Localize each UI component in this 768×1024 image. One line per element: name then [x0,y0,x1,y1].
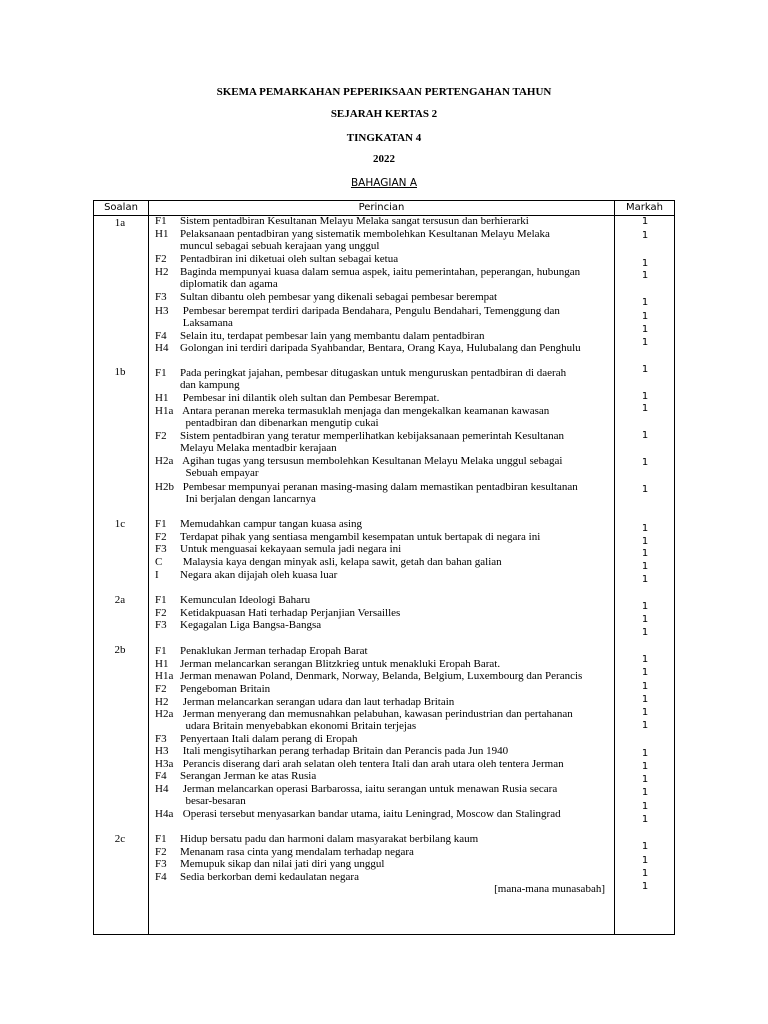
criterion-code: F3 [155,858,167,870]
mark-value: 1 [641,548,649,559]
criterion-text-line: diplomatik dan agama [180,278,278,290]
criterion-code: F1 [155,645,167,657]
criterion-text-line: Sedia berkorban demi kedaulatan negara [180,871,359,883]
criterion-text [180,594,605,606]
criterion-code: F3 [155,619,167,631]
mark-value: 1 [641,364,649,375]
criterion-text [180,291,605,303]
mark-value: 1 [641,801,649,812]
mark-value: 1 [641,774,649,785]
criterion-text-line: Malaysia kaya dengan minyak asli, kelapa sawit, getah dan bahan galian [180,556,502,568]
mark-value: 1 [641,601,649,612]
criterion-text-line: Golongan ini terdiri daripada Syahbandar, Bentara, Orang Kaya, Hulubalang dan Penghulu [180,342,581,354]
criterion-text-line: Memupuk sikap dan nilai jati diri yang unggul [180,858,385,870]
criterion-code: H1a [155,670,174,682]
criterion-text-line: Serangan Jerman ke atas Rusia [180,770,317,782]
criterion-code: F2 [155,430,167,442]
mark-value: 1 [641,297,649,308]
mark-value: 1 [641,868,649,879]
criterion-text [180,645,605,657]
criterion-text [180,481,605,505]
criterion-text-line: Jerman melancarkan operasi Barbarossa, iaitu serangan untuk menawan Rusia secara [180,783,558,795]
answer-note: [mana-mana munasabah] [494,883,605,895]
mark-value: 1 [641,748,649,759]
mark-value: 1 [641,694,649,705]
criterion-text-line: Kegagalan Liga Bangsa-Bangsa [180,619,322,631]
criterion-code: H1 [155,228,169,240]
criterion-text [180,569,605,581]
criterion-text [180,342,605,354]
criterion-text [180,758,605,770]
column-header-perincian: Perincian [358,202,405,213]
criterion-code: H4 [155,342,169,354]
criterion-text-line: Memudahkan campur tangan kuasa asing [180,518,363,530]
criterion-text [180,670,605,682]
criterion-text [180,783,605,807]
criterion-text-line: Operasi tersebut menyasarkan bandar utama, iaitu Leningrad, Moscow dan Stalingrad [180,808,561,820]
criterion-text [180,871,605,883]
mark-value: 1 [641,681,649,692]
mark-value: 1 [641,841,649,852]
mark-value: 1 [641,561,649,572]
question-id: 2c [114,833,126,845]
criterion-text-line: Laksamana [180,317,233,329]
criterion-code: F1 [155,594,167,606]
mark-value: 1 [641,627,649,638]
criterion-code: H2b [155,481,174,493]
criterion-code: F3 [155,291,167,303]
criterion-text-line: Sistem pentadbiran yang teratur memperlihatkan kebijaksanaan pemerintah Kesultanan [180,430,564,442]
criterion-text-line: Ini berjalan dengan lancarnya [180,493,316,505]
mark-value: 1 [641,536,649,547]
criterion-text-line: Perancis diserang dari arah selatan oleh tentera Itali dan arah utara oleh tentera Jerman [180,758,564,770]
title-line-3: TINGKATAN 4 [346,132,422,144]
criterion-text [180,430,605,454]
question-id: 2b [114,644,126,656]
criterion-text [180,745,605,757]
mark-value: 1 [641,403,649,414]
criterion-code: F2 [155,683,167,695]
mark-value: 1 [641,654,649,665]
criterion-text-line: Pelaksanaan pentadbiran yang sistematik membolehkan Kesultanan Melayu Melaka [180,228,550,240]
criterion-text-line: Menanam rasa cinta yang mendalam terhadap negara [180,846,414,858]
criterion-text [180,305,605,329]
section-title: BAHAGIAN A [350,177,418,189]
column-header-soalan: Soalan [104,202,138,213]
mark-value: 1 [641,337,649,348]
column-divider [614,201,615,934]
mark-value: 1 [641,707,649,718]
criterion-text-line: Itali mengisytiharkan perang terhadap Britain dan Perancis pada Jun 1940 [180,745,509,757]
mark-value: 1 [641,614,649,625]
criterion-text [180,253,605,265]
criterion-text-line: Kemunculan Ideologi Baharu [180,594,311,606]
criterion-text [180,658,605,670]
criterion-code: H1 [155,392,169,404]
mark-value: 1 [641,216,649,227]
criterion-code: H3 [155,305,169,317]
criterion-code: H2 [155,696,169,708]
title-line-4: 2022 [373,153,395,165]
title-line-2: SEJARAH KERTAS 2 [330,108,438,120]
criterion-text [180,330,605,342]
criterion-text [180,455,605,479]
column-divider [148,201,149,934]
criterion-code: F2 [155,607,167,619]
criterion-text-line: Agihan tugas yang tersusun membolehkan Kesultanan Melayu Melaka unggul sebagai [180,455,563,467]
criterion-code: F4 [155,770,167,782]
criterion-text-line: Penyertaan Itali dalam perang di Eropah [180,733,358,745]
criterion-text-line: Hidup bersatu padu dan harmoni dalam masyarakat berbilang kaum [180,833,479,845]
criterion-code: H2a [155,455,174,467]
mark-value: 1 [641,574,649,585]
criterion-code: F3 [155,733,167,745]
criterion-code: F1 [155,367,167,379]
criterion-text-line: Melayu Melaka mentadbir kerajaan [180,442,337,454]
mark-value: 1 [641,814,649,825]
criterion-code: I [155,569,159,581]
title-line-1: SKEMA PEMARKAHAN PEPERIKSAAN PERTENGAHAN TAHUN [216,86,552,98]
criterion-code: F1 [155,518,167,530]
criterion-text-line: muncul sebagai sebuah kerajaan yang unggul [180,240,380,252]
criterion-text [180,607,605,619]
criterion-code: H1 [155,658,169,670]
mark-value: 1 [641,881,649,892]
criterion-text-line: Pentadbiran ini diketuai oleh sultan sebagai ketua [180,253,399,265]
criterion-text [180,833,605,845]
criterion-text [180,846,605,858]
criterion-text [180,808,605,820]
criterion-code: C [155,556,163,568]
mark-value: 1 [641,787,649,798]
mark-value: 1 [641,720,649,731]
criterion-code: F3 [155,543,167,555]
criterion-text-line: udara Britain menyebabkan ekonomi Britain terjejas [180,720,417,732]
criterion-text-line: Baginda mempunyai kuasa dalam semua aspek, iaitu pemerintahan, peperangan, hubungan [180,266,581,278]
criterion-text [180,683,605,695]
mark-value: 1 [641,855,649,866]
criterion-code: F4 [155,871,167,883]
criterion-text-line: Jerman melancarkan serangan Blitzkrieg untuk menakluki Eropah Barat. [180,658,501,670]
criterion-text [180,770,605,782]
criterion-text-line: Jerman menyerang dan memusnahkan pelabuhan, kawasan perindustrian dan pertahanan [180,708,573,720]
criterion-text-line: Penaklukan Jerman terhadap Eropah Barat [180,645,368,657]
mark-value: 1 [641,324,649,335]
criterion-text-line: Jerman menawan Poland, Denmark, Norway, Belanda, Belgium, Luxembourg dan Perancis [180,670,583,682]
criterion-text [180,215,605,227]
criterion-code: H2 [155,266,169,278]
criterion-text-line: dan kampung [180,379,240,391]
question-id: 1c [114,518,126,530]
criterion-code: F2 [155,846,167,858]
criterion-text-line: Pembesar mempunyai peranan masing-masing dalam memastikan pentadbiran kesultanan [180,481,578,493]
criterion-text [180,708,605,732]
criterion-text-line: Sebuah empayar [180,467,259,479]
question-id: 1b [114,366,126,378]
criterion-text-line: Pengeboman Britain [180,683,271,695]
mark-value: 1 [641,523,649,534]
criterion-text [180,367,605,391]
criterion-text-line: Selain itu, terdapat pembesar lain yang membantu dalam pentadbiran [180,330,485,342]
criterion-text-line: besar-besaran [180,795,246,807]
criterion-text [180,556,605,568]
mark-value: 1 [641,484,649,495]
criterion-text-line: pentadbiran dan dibenarkan mengutip cukai [180,417,379,429]
mark-value: 1 [641,311,649,322]
mark-value: 1 [641,270,649,281]
criterion-text-line: Negara akan dijajah oleh kuasa luar [180,569,338,581]
mark-value: 1 [641,667,649,678]
mark-value: 1 [641,761,649,772]
criterion-text-line: Antara peranan mereka termasuklah menjaga dan mengekalkan keamanan kawasan [180,405,550,417]
criterion-text-line: Pada peringkat jajahan, pembesar ditugaskan untuk menguruskan pentadbiran di daerah [180,367,567,379]
question-id: 2a [114,594,126,606]
criterion-code: F1 [155,833,167,845]
criterion-code: H3a [155,758,174,770]
criterion-text [180,518,605,530]
criterion-text-line: Terdapat pihak yang sentiasa mengambil kesempatan untuk bertapak di negara ini [180,531,541,543]
mark-value: 1 [641,258,649,269]
criterion-text [180,405,605,429]
criterion-text [180,696,605,708]
criterion-code: F2 [155,253,167,265]
criterion-code: F1 [155,215,167,227]
criterion-text [180,858,605,870]
criterion-text [180,392,605,404]
criterion-text-line: Sultan dibantu oleh pembesar yang dikenali sebagai pembesar berempat [180,291,498,303]
criterion-code: H2a [155,708,174,720]
criterion-code: H3 [155,745,169,757]
criterion-text [180,531,605,543]
criterion-text [180,266,605,290]
criterion-text-line: Pembesar berempat terdiri daripada Bendahara, Pengulu Bendahari, Temenggung dan [180,305,560,317]
criterion-code: H1a [155,405,174,417]
question-id: 1a [114,217,126,229]
criterion-text [180,619,605,631]
criterion-text [180,543,605,555]
criterion-code: F4 [155,330,167,342]
criterion-text-line: Ketidakpuasan Hati terhadap Perjanjian Versailles [180,607,401,619]
criterion-text [180,733,605,745]
mark-value: 1 [641,457,649,468]
mark-value: 1 [641,430,649,441]
criterion-code: H4 [155,783,169,795]
criterion-text-line: Sistem pentadbiran Kesultanan Melayu Melaka sangat tersusun dan berhierarki [180,215,529,227]
criterion-code: F2 [155,531,167,543]
criterion-text-line: Jerman melancarkan serangan udara dan laut terhadap Britain [180,696,455,708]
criterion-code: H4a [155,808,174,820]
mark-value: 1 [641,391,649,402]
criterion-text-line: Pembesar ini dilantik oleh sultan dan Pembesar Berempat. [180,392,440,404]
column-header-markah: Markah [626,202,663,213]
mark-value: 1 [641,230,649,241]
criterion-text [180,228,605,252]
criterion-text-line: Untuk menguasai kekayaan semula jadi negara ini [180,543,402,555]
